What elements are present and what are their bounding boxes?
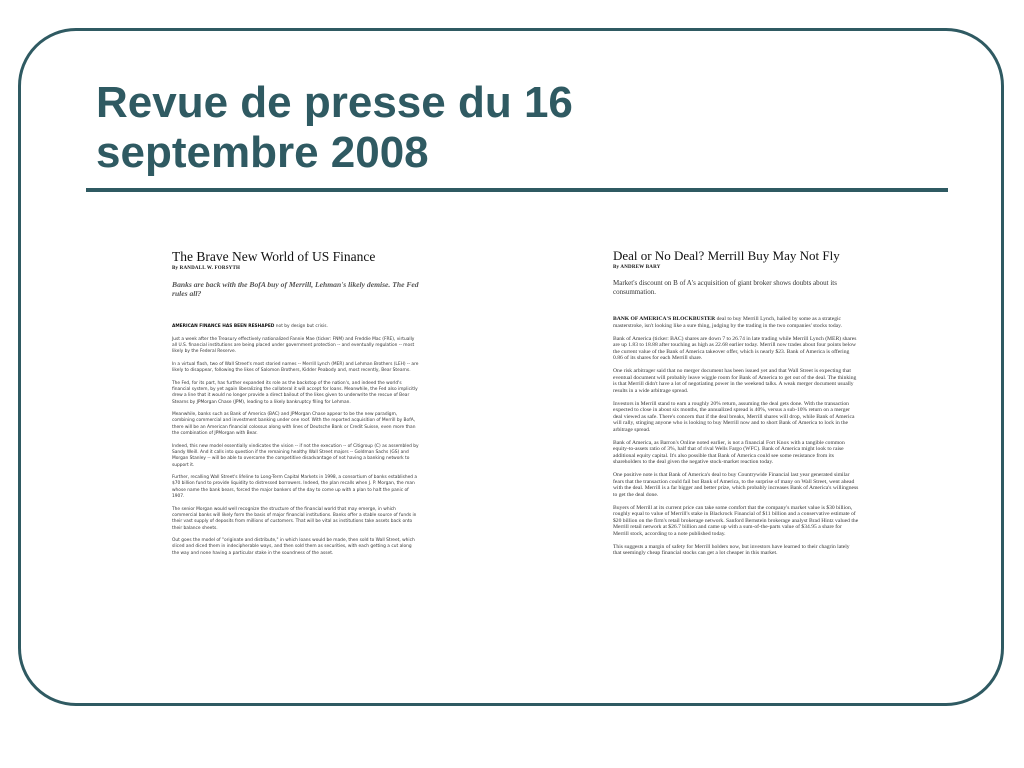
article-right-paragraph: Bank of America (ticker: BAC) shares are down 7 to 26.74 in late trading while Merrill Lynch (MER) shares are up 1.83 to 18.88 after touching as high as 22.68 earlier today. Merrill now trades about four points below the current value of the Bank of America takeover offer, which is nearly $23. Bank of America is offering 0.86 of its shares for each Merrill share.: [613, 335, 857, 361]
article-left-paragraph: Further, recalling Wall Street's lifeline to Long-Term Capital Markets in 1998, a consortium of banks established a $70 billion fund to provide liquidity to distressed borrowers. Indeed, the plan recalls when J. P. Morgan, the man whose name the bank bears, forced the major bankers of the day to come up with a plan to halt the panic of 1907.: [172, 475, 418, 500]
article-right-paragraph: BANK OF AMERICA'S BLOCKBUSTER deal to buy Merrill Lynch, hailed by some as a strategic masterstroke, isn't looking like a sure thing, judging by the trading in the two companies' stocks today.: [613, 316, 842, 329]
article-right-paragraph: This suggests a margin of safety for Merrill holders now, but investors have learned to their chagrin lately that seemingly cheap financial stocks can get a lot cheaper in this market.: [613, 543, 850, 556]
article-left-paragraph: Meanwhile, banks such as Bank of America (BAC) and JPMorgan Chase appear to be the new paradigm, combining commercial and investment banking under one roof. With the reported acquisition of Merrill by BofA, there will be an American financial colossus along with lines of Deutsche Bank or Credit Suisse, even more than the combination of JPMorgan with Bear.: [172, 412, 416, 437]
article-right-paragraph: One positive note is that Bank of America's deal to buy Countrywide Financial last year generated similar fears that the transaction could fail but Bank of America, to the surprise of many on Wall Street, went ahead with the deal. Merrill is a far bigger and better prize, which probably increases Bank of America's willingness to get the deal done.: [613, 472, 859, 498]
article-left-paragraph: Indeed, this new model essentially vindicates the vision -- if not the execution -- of Citigroup (C) as assembled by Sandy Weill. And it calls into question if the remaining healthy Wall Street majors -- Goldman Sachs (GS) and Morgan Stanley -- will be able to overcome the competitive disadvantage of not having a banking network to support it.: [172, 443, 419, 468]
article-right-lead: BANK OF AMERICA'S BLOCKBUSTER: [613, 316, 716, 322]
article-right-paragraph: Investors in Merrill stand to earn a roughly 20% return, assuming the deal gets done. With the transaction expected to close in about six months, the annualized spread is 40%, versus a sub-10% return on a merger deal viewed as safe. There's concern that if the deal breaks, Merrill shares will drop, while Bank of America will rally, stinging anyone who is looking to buy Merrill now and to short Bank of America to lock in the arbitrage spread.: [613, 400, 855, 433]
slide-title: Revue de presse du 16 septembre 2008: [96, 78, 573, 177]
article-left: [172, 248, 420, 563]
article-left-paragraph: In a virtual flash, two of Wall Street's most storied names -- Merrill Lynch (MER) and Lehman Brothers (LEH) -- are likely to disappear, following the likes of Salomon Brothers, Kidder Peabody and, most recently, Bear Stearns.: [172, 361, 419, 374]
article-left-deck: Banks are back with the BofA buy of Merrill, Lehman's likely demise. The Fed rules all?: [172, 280, 419, 298]
article-right-headline: Deal or No Deal? Merrill Buy May Not Fly: [613, 248, 840, 263]
article-right-paragraph: Buyers of Merrill at its current price can take some comfort that the company's market value is $30 billion, roughly equal to value of Merrill's stake in Blackrock Financial of $11 billion and a conservative estimate of $20 billion on the firm's retail brokerage network. Sanford Bernstein brokerage analyst Brad Hintz valued the Merrill retail network at $26.7 billion and came up with a sum-of-the-parts value of $34.95 a share for Merrill stock, according to a note published today.: [613, 504, 859, 537]
article-right-deck: Market's discount on B of A's acquisition of giant broker shows doubts about its consummation.: [613, 279, 837, 296]
article-left-paragraph: Out goes the model of "originate and distribute," in which loans would be made, then sold to Wall Street, which sliced and diced them in indecipherable ways, and then sold them as securities, with each getting a cut along the way and none having a particular stake in the soundness of the asset.: [172, 538, 415, 556]
article-left-headline: The Brave New World of US Finance: [172, 249, 376, 264]
article-right-byline: By ANDREW BARY: [613, 265, 661, 270]
article-left-paragraph: Just a week after the Treasury effectively nationalized Fannie Mae (ticker: FNM) and Freddie Mac (FRE), virtually all U.S. financial institutions are being placed under government protection -- and eventually regulation -- most likely by the Federal Reserve.: [172, 336, 415, 355]
article-right-paragraph: Bank of America, as Barron's Online noted earlier, is not a financial Fort Knox with a tangible common equity-to-assets ratio of 3%, half that of rival Wells Fargo (WFC). Bank of America might look to raise additional equity capital. It's also possible that Bank of America could see some resistance from its shareholders to the deal given the negative stock-market reaction today.: [613, 439, 845, 465]
article-left-paragraph: AMERICAN FINANCE HAS BEEN RESHAPED not by design but crisis.: [172, 324, 328, 329]
article-left-paragraph: The senior Morgan would well recognize the structure of the financial world that may emerge, in which commercial banks will likely form the basis of major financial institutions. Banks offer a stable source of funds in their vast supply of deposits from millions of customers. That will be vital as institutions take assets back onto their balance sheets.: [172, 506, 417, 531]
article-left-paragraph: The Fed, for its part, has further expanded its role as the backstop of the nation's, and indeed the world's financial system, by yet again liberalizing the collateral it will accept for loans. Meanwhile, the Fed also implicitly drew a line that it would no longer provide a direct bailout of the likes given to underwrite the rescue of Bear Stearns by JPMorgan Chase (JPM), leading to a likely bankruptcy filing for Lehman.: [172, 380, 418, 405]
title-underline: [86, 188, 948, 192]
article-right: [613, 248, 859, 563]
article-left-lead: AMERICAN FINANCE HAS BEEN RESHAPED: [172, 324, 275, 329]
article-right-paragraph: One risk arbitrager said that no merger document has been issued yet and that Wall Street is expecting that eventual document will probably leave wiggle room for Bank of America to get out of the deal. The thinking is that Merrill didn't have a lot of negotiating power in the weekend talks. A weak merger document usually results in a wide arbitrage spread.: [613, 368, 857, 394]
article-left-byline: By RANDALL W. FORSYTH: [172, 266, 241, 271]
